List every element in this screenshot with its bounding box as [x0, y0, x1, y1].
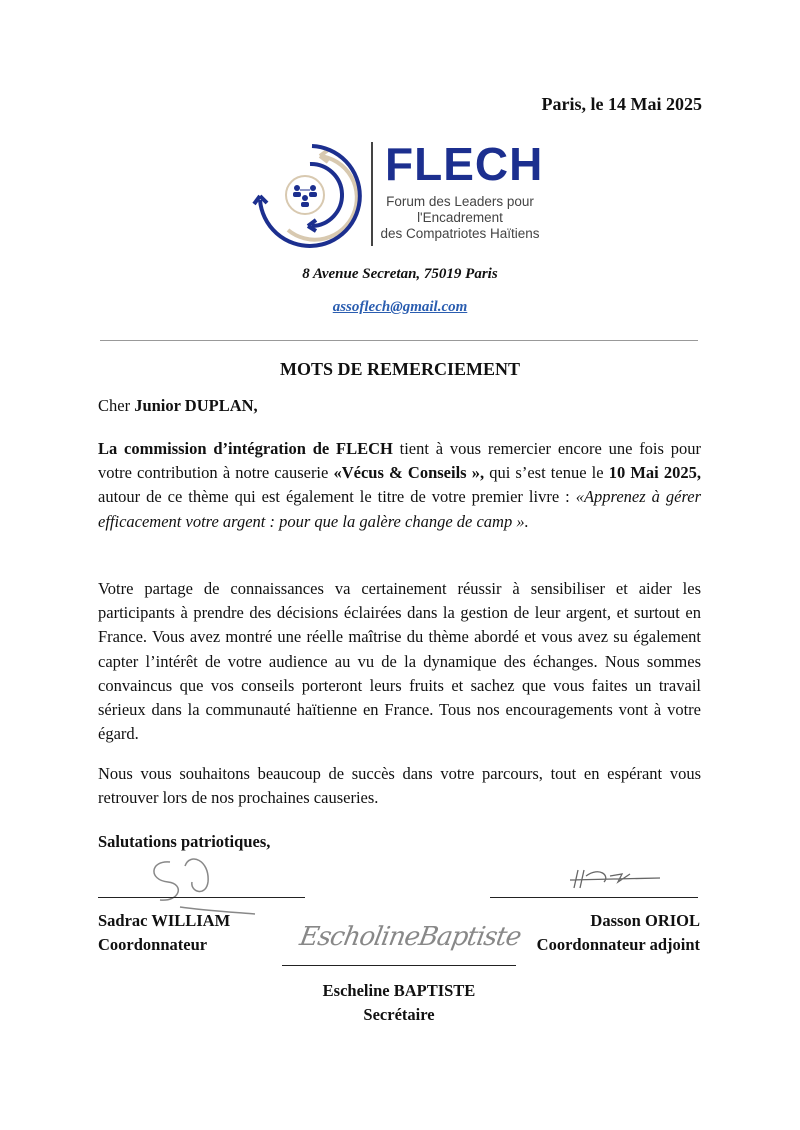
signatory-1 — [98, 909, 230, 957]
signatory-role: Coordonnateur — [98, 935, 208, 954]
address: 8 Avenue Secretan, 75019 Paris — [302, 266, 498, 282]
signature-line — [282, 965, 516, 966]
closing: Salutations patriotiques, — [98, 832, 271, 851]
logo-subtitle-line: des Compatriotes Haïtiens — [380, 226, 540, 241]
event-date: 10 Mai 2025, — [608, 463, 702, 483]
paragraph-text: qui s’est tenue le — [484, 463, 609, 483]
signatory-3 — [282, 979, 516, 1027]
signature-dasson — [560, 862, 670, 892]
header-divider — [100, 340, 698, 341]
signatory-name: Dasson ORIOL — [590, 911, 700, 930]
paragraph-1 — [98, 437, 701, 534]
signatory-role: Secrétaire — [363, 1005, 435, 1024]
logo-subtitle — [380, 194, 540, 242]
logo-subtitle-line: Forum des Leaders pour — [386, 194, 534, 209]
event-name: «Vécus & Conseils », — [333, 463, 485, 483]
book-title: «Apprenez à gérer efficacement votre argent : pour que la galère change de camp ». — [98, 487, 701, 531]
signature-line — [490, 897, 698, 898]
signatory-role: Coordonnateur adjoint — [536, 935, 700, 954]
signatory-2 — [537, 909, 700, 957]
signatory-name: Sadrac WILLIAM — [98, 911, 231, 930]
signature-line — [98, 897, 305, 898]
flech-logo — [250, 138, 550, 248]
recipient-name: Junior DUPLAN, — [134, 396, 258, 415]
email — [0, 299, 800, 316]
commission-name: La commission d’intégration de FLECH — [98, 439, 393, 458]
circular-arrows-people-icon — [250, 138, 368, 248]
paragraph-text: autour de ce thème qui est également le titre de votre premier livre : — [98, 487, 576, 507]
letter-date: Paris, le 14 Mai 2025 — [541, 94, 702, 114]
email-link[interactable]: assoflech@gmail.com — [332, 299, 468, 315]
letter-heading: MOTS DE REMERCIEMENT — [279, 359, 521, 379]
salutation — [98, 396, 258, 416]
paragraph-2: Votre partage de connaissances va certainement réussir à sensibiliser et aider les participants à prendre des décisions éclairées dans la gestion de leur argent, et surtout en France. Vous avez montré une réelle maîtrise du thème abordé et vous avez su également capter l’intérêt de votre audience au vu de la dynamique des échanges. Nous sommes convaincus que vos conseils porteront leurs fruits et sachez que vous faites un travail sérieux dans la communauté haïtienne en France. Tous nos encouragements vont à votre égard. — [98, 579, 701, 744]
paragraph-3: Nous vous souhaitons beaucoup de succès dans votre parcours, tout en espérant vous retrouver lors de nos prochaines causeries. — [98, 764, 701, 808]
salutation-prefix: Cher — [98, 396, 135, 415]
signature-escheline: EscholineBaptiste — [297, 922, 523, 952]
logo-title: FLECH — [385, 138, 544, 190]
logo-subtitle-line: l'Encadrement — [417, 210, 503, 225]
paragraph-text: tient à vous remercier encore une fois pour votre contribution à notre causerie — [98, 439, 701, 483]
signatory-name: Escheline BAPTISTE — [322, 981, 476, 1000]
logo-divider — [371, 142, 373, 246]
